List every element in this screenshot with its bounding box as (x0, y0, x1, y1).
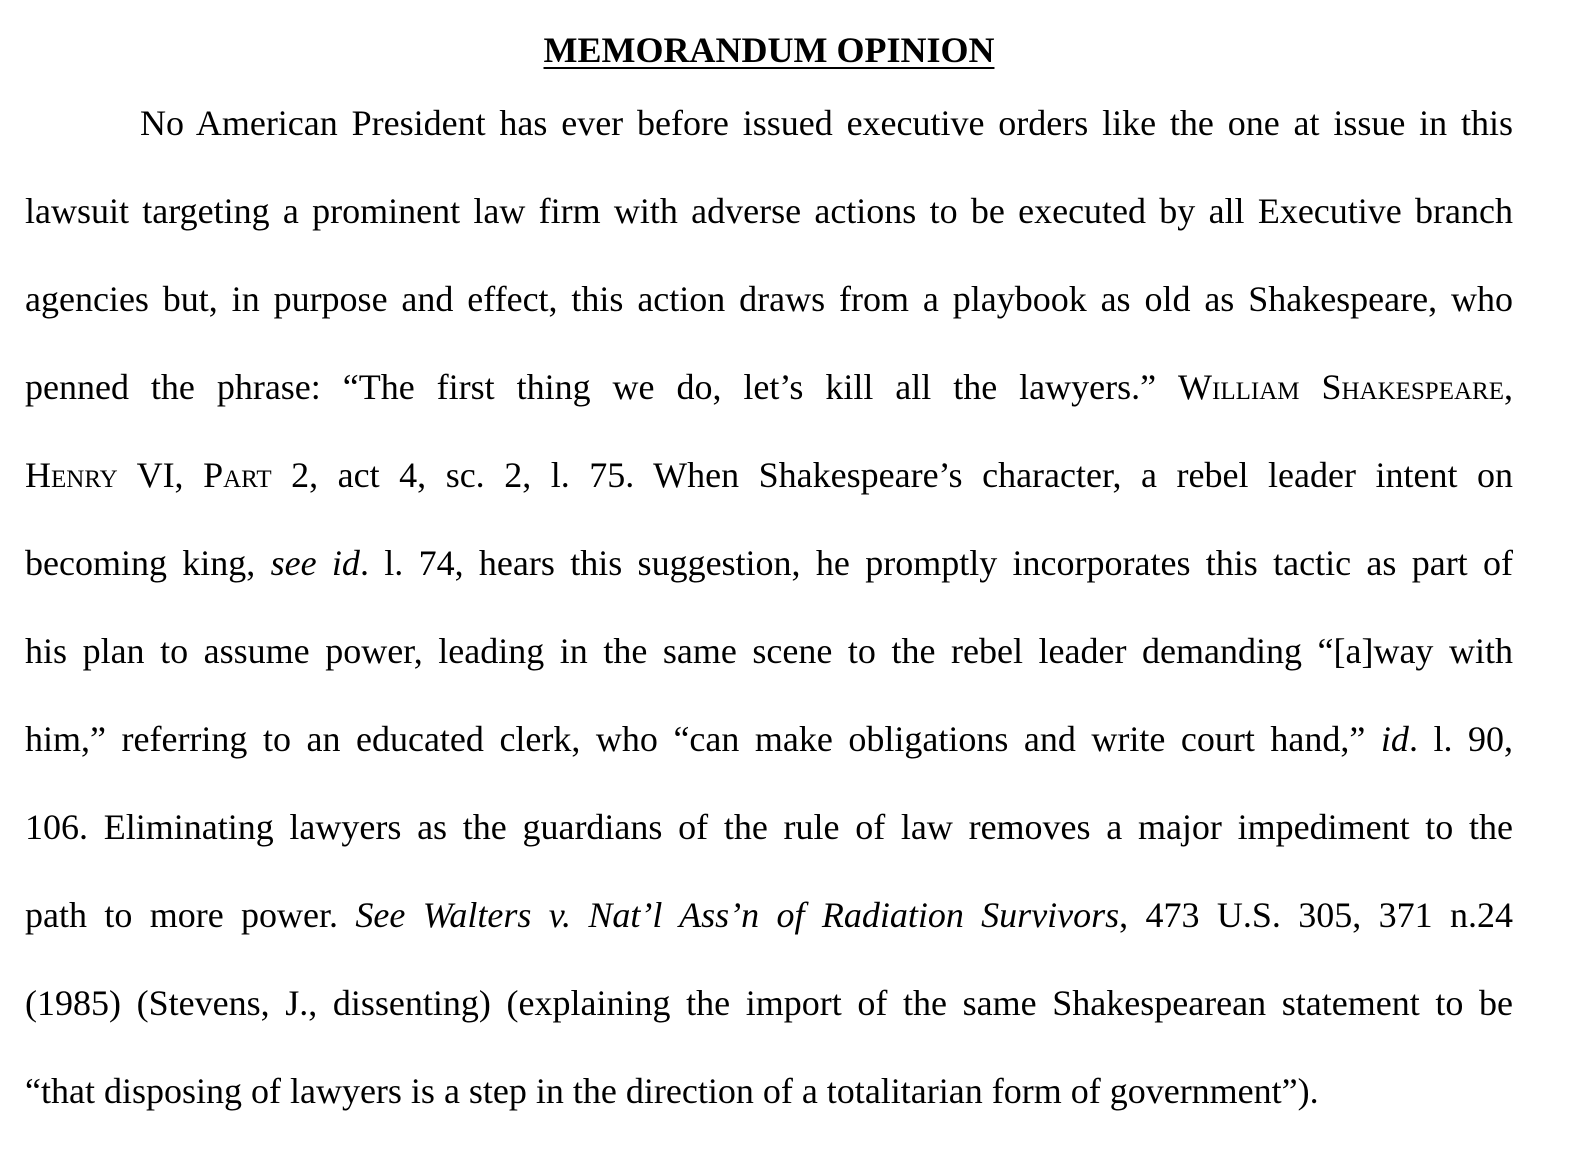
line-text: agencies but, in purpose and effect, this action draws from a playbook as old as Shakespeare, who (25, 279, 1513, 319)
line-text: his plan to assume power, leading in the same scene to the rebel leader demanding “[a]way with (25, 631, 1513, 671)
line-text: 2, act 4, sc. 2, l. 75. When Shakespeare’s character, a rebel leader intent on (271, 455, 1513, 495)
paragraph-line (25, 959, 1513, 1047)
small-caps-text: William Shakespeare (1178, 367, 1504, 407)
line-text: , 473 U.S. 305, 371 n.24 (1119, 895, 1513, 935)
paragraph-line (25, 255, 1513, 343)
line-text: (1985) (Stevens, J., dissenting) (explaining the import of the same Shakespearean statement to be (25, 983, 1513, 1023)
line-text: No American President has ever before issued executive orders like the one at issue in this (140, 103, 1513, 143)
line-text: . l. 74, hears this suggestion, he promptly incorporates this tactic as part of (359, 543, 1513, 583)
paragraph-line (25, 607, 1513, 695)
line-text: lawsuit targeting a prominent law firm with adverse actions to be executed by all Executive branch (25, 191, 1513, 231)
small-caps-text: Henry (25, 455, 118, 495)
page-title-text: MEMORANDUM OPINION (543, 30, 995, 70)
line-text: . l. 90, (1408, 719, 1513, 759)
line-text: VI, (117, 455, 204, 495)
line-text: penned the phrase: “The first thing we do, let’s kill all the lawyers.” (25, 367, 1179, 407)
line-text: path to more power. (25, 895, 356, 935)
small-caps-text: Part (203, 455, 272, 495)
citation-italic-text: see id (270, 543, 360, 583)
citation-italic-text: id (1380, 719, 1409, 759)
line-text: 106. Eliminating lawyers as the guardians of the rule of law removes a major impediment to the (25, 807, 1513, 847)
paragraph-line (25, 79, 1513, 167)
line-text: , (1503, 367, 1513, 407)
line-text: becoming king, (25, 543, 271, 583)
paragraph-line (25, 343, 1513, 431)
citation-italic-text: See Walters v. Nat’l Ass’n of Radiation Survivors (355, 895, 1120, 935)
opinion-paragraph (25, 79, 1513, 1135)
paragraph-line (25, 695, 1513, 783)
paragraph-line (25, 431, 1513, 519)
line-text: “that disposing of lawyers is a step in the direction of a totalitarian form of government”). (25, 1071, 1319, 1111)
paragraph-line (25, 167, 1513, 255)
paragraph-line (25, 1047, 1513, 1135)
paragraph-line (25, 871, 1513, 959)
paragraph-line (25, 783, 1513, 871)
line-text: him,” referring to an educated clerk, who “can make obligations and write court hand,” (25, 719, 1381, 759)
document-page (25, 24, 1513, 1135)
page-title (25, 24, 1513, 76)
paragraph-line (25, 519, 1513, 607)
